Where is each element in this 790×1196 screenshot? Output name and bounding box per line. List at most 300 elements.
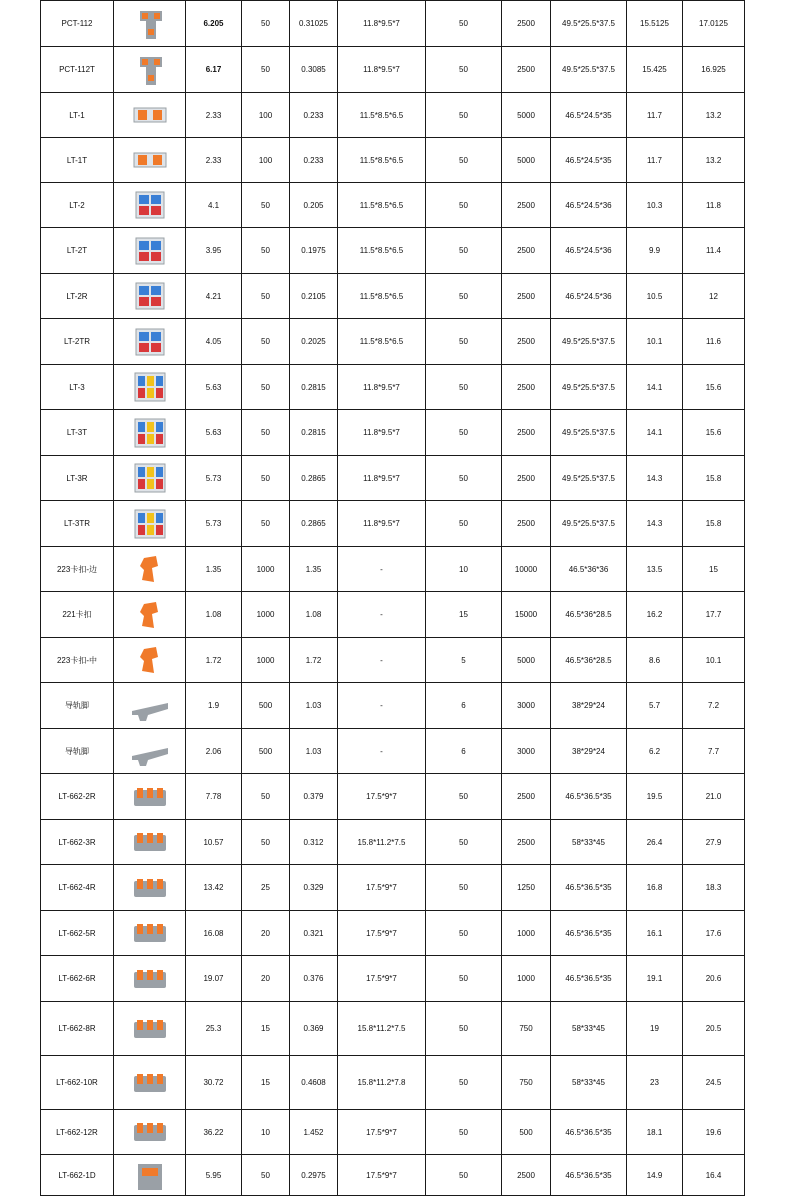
carton-size-cell: 58*33*45 [551,1056,627,1110]
net-weight-cell: 18.1 [627,1110,683,1155]
model-cell [41,47,186,93]
table-row [41,956,745,1002]
carton-qty-cell: 1250 [502,865,551,911]
box-count-cell: 50 [426,410,502,456]
table-row [41,365,745,410]
model-label: LT-2R [66,291,88,301]
model-cell [41,911,186,956]
box-weight-cell: 1.35 [290,547,338,592]
table-row [41,1056,745,1110]
table-row [41,865,745,911]
net-weight-cell: 14.1 [627,365,683,410]
carton-size-cell: 46.5*36*36 [551,547,627,592]
box-size-cell: 11.8*9.5*7 [338,1,426,47]
table-row [41,93,745,138]
box-weight-cell: 0.2105 [290,274,338,319]
model-label: LT-662-10R [56,1078,98,1087]
model-cell [41,1002,186,1056]
single-lever-connector-icon [128,98,172,132]
box-size-cell: 11.5*8.5*6.5 [338,93,426,138]
box-size-cell: 15.8*11.2*7.5 [338,1002,426,1056]
model-cell [41,319,186,365]
table-body [41,1,745,1196]
net-weight-cell: 14.3 [627,456,683,501]
box-weight-cell: 0.376 [290,956,338,1002]
model-label: LT-662-5R [58,928,96,938]
box-weight-cell: 0.31025 [290,1,338,47]
model-label: LT-3T [66,428,88,437]
carton-size-cell: 49.5*25.5*37.5 [551,501,627,547]
unit-weight-cell: 16.08 [186,911,242,956]
gross-weight-cell: 15.6 [683,365,745,410]
box-size-cell: - [338,683,426,729]
pack-qty-cell: 100 [242,138,290,183]
table-row [41,1002,745,1056]
three-wire-connector-icon [128,370,172,404]
model-label: LT-662-3R [58,837,96,847]
carton-size-cell: 49.5*25.5*37.5 [551,1,627,47]
net-weight-cell: 14.1 [627,410,683,456]
net-weight-cell: 23 [627,1056,683,1110]
box-weight-cell: 0.233 [290,93,338,138]
gross-weight-cell: 15 [683,547,745,592]
carton-size-cell: 58*33*45 [551,1002,627,1056]
model-label: LT-662-1D [58,1170,96,1180]
box-count-cell: 6 [426,683,502,729]
box-weight-cell: 0.233 [290,138,338,183]
carton-qty-cell: 2500 [502,410,551,456]
box-size-cell: 17.5*9*7 [338,1155,426,1196]
orange-clip-bracket-icon [128,643,172,677]
model-label: LT-2T [66,246,88,255]
net-weight-cell: 11.7 [627,93,683,138]
gross-weight-cell: 21.0 [683,774,745,820]
lever-block-connector-icon [128,1115,172,1149]
carton-qty-cell: 2500 [502,1,551,47]
box-size-cell: 17.5*9*7 [338,1110,426,1155]
model-cell [41,1155,186,1196]
carton-qty-cell: 1000 [502,956,551,1002]
unit-weight-cell: 10.57 [186,820,242,865]
carton-size-cell: 46.5*36.5*35 [551,1110,627,1155]
table-row [41,683,745,729]
table-row [41,1,745,47]
box-count-cell: 50 [426,365,502,410]
gross-weight-cell: 16.925 [683,47,745,93]
box-weight-cell: 0.321 [290,911,338,956]
box-weight-cell: 0.312 [290,820,338,865]
net-weight-cell: 10.5 [627,274,683,319]
net-weight-cell: 5.7 [627,683,683,729]
pack-qty-cell: 15 [242,1002,290,1056]
model-label: 223卡扣-中 [56,655,97,665]
pack-qty-cell: 10 [242,1110,290,1155]
carton-qty-cell: 2500 [502,228,551,274]
pack-qty-cell: 50 [242,319,290,365]
unit-weight-cell: 2.06 [186,729,242,774]
pack-qty-cell: 50 [242,774,290,820]
model-cell [41,365,186,410]
box-count-cell: 50 [426,1110,502,1155]
table-row [41,774,745,820]
gross-weight-cell: 11.4 [683,228,745,274]
carton-qty-cell: 2500 [502,319,551,365]
box-weight-cell: 0.3085 [290,47,338,93]
box-count-cell: 50 [426,274,502,319]
table-row [41,228,745,274]
unit-weight-cell: 2.33 [186,93,242,138]
carton-qty-cell: 5000 [502,638,551,683]
table-row [41,1110,745,1155]
carton-qty-cell: 750 [502,1056,551,1110]
table-row [41,911,745,956]
pack-qty-cell: 50 [242,183,290,228]
box-count-cell: 50 [426,865,502,911]
box-size-cell: 11.8*9.5*7 [338,410,426,456]
net-weight-cell: 19.1 [627,956,683,1002]
carton-size-cell: 46.5*36*28.5 [551,592,627,638]
model-cell [41,228,186,274]
box-size-cell: 11.5*8.5*6.5 [338,183,426,228]
box-weight-cell: 0.2865 [290,501,338,547]
model-cell [41,274,186,319]
box-weight-cell: 1.08 [290,592,338,638]
net-weight-cell: 10.3 [627,183,683,228]
carton-size-cell: 46.5*24.5*36 [551,274,627,319]
model-cell [41,138,186,183]
carton-size-cell: 46.5*36.5*35 [551,774,627,820]
model-label: LT-3 [69,382,85,392]
carton-qty-cell: 2500 [502,183,551,228]
net-weight-cell: 8.6 [627,638,683,683]
gross-weight-cell: 7.7 [683,729,745,774]
carton-qty-cell: 750 [502,1002,551,1056]
box-count-cell: 50 [426,93,502,138]
box-count-cell: 50 [426,1,502,47]
unit-weight-cell: 2.33 [186,138,242,183]
box-count-cell: 50 [426,501,502,547]
pack-qty-cell: 20 [242,911,290,956]
pack-qty-cell: 50 [242,365,290,410]
pack-qty-cell: 50 [242,1155,290,1196]
carton-qty-cell: 2500 [502,820,551,865]
unit-weight-cell: 5.73 [186,501,242,547]
model-label: LT-2TR [63,337,91,346]
net-weight-cell: 19.5 [627,774,683,820]
pack-qty-cell: 100 [242,93,290,138]
unit-weight-cell: 6.205 [186,1,242,47]
gross-weight-cell: 15.6 [683,410,745,456]
net-weight-cell: 13.5 [627,547,683,592]
pack-qty-cell: 50 [242,501,290,547]
net-weight-cell: 16.1 [627,911,683,956]
din-rail-foot-icon [128,689,172,723]
model-label: PCT-112T [59,65,95,74]
gross-weight-cell: 17.7 [683,592,745,638]
model-label: LT-662-4R [58,883,96,892]
din-rail-connector-icon [128,1158,172,1192]
box-weight-cell: 1.03 [290,729,338,774]
box-size-cell: 11.8*9.5*7 [338,456,426,501]
model-cell [41,410,186,456]
model-cell [41,547,186,592]
orange-clip-bracket-icon [128,598,172,632]
unit-weight-cell: 5.95 [186,1155,242,1196]
pack-qty-cell: 50 [242,228,290,274]
table-row [41,592,745,638]
box-count-cell: 50 [426,228,502,274]
box-size-cell: 15.8*11.2*7.5 [338,820,426,865]
carton-size-cell: 49.5*25.5*37.5 [551,319,627,365]
gross-weight-cell: 17.0125 [683,1,745,47]
box-weight-cell: 1.72 [290,638,338,683]
box-size-cell: 17.5*9*7 [338,865,426,911]
box-count-cell: 6 [426,729,502,774]
unit-weight-cell: 13.42 [186,865,242,911]
box-count-cell: 10 [426,547,502,592]
net-weight-cell: 14.9 [627,1155,683,1196]
orange-clip-bracket-icon [128,552,172,586]
box-weight-cell: 0.1975 [290,228,338,274]
carton-qty-cell: 2500 [502,774,551,820]
two-wire-connector-icon [128,325,172,359]
carton-size-cell: 46.5*24.5*36 [551,183,627,228]
unit-weight-cell: 25.3 [186,1002,242,1056]
carton-qty-cell: 2500 [502,1155,551,1196]
carton-qty-cell: 2500 [502,274,551,319]
table-row [41,274,745,319]
box-weight-cell: 0.2865 [290,456,338,501]
box-count-cell: 50 [426,820,502,865]
carton-size-cell: 38*29*24 [551,729,627,774]
unit-weight-cell: 1.35 [186,547,242,592]
gross-weight-cell: 13.2 [683,93,745,138]
model-cell [41,683,186,729]
gross-weight-cell: 19.6 [683,1110,745,1155]
gross-weight-cell: 15.8 [683,456,745,501]
box-count-cell: 50 [426,138,502,183]
table-row [41,820,745,865]
gross-weight-cell: 15.8 [683,501,745,547]
three-wire-connector-icon [128,507,172,541]
model-label: 223卡扣-边 [56,564,97,574]
table-row [41,47,745,93]
model-cell [41,1110,186,1155]
gross-weight-cell: 20.5 [683,1002,745,1056]
model-label: LT-3R [66,473,88,483]
box-weight-cell: 0.329 [290,865,338,911]
pack-qty-cell: 50 [242,274,290,319]
box-size-cell: - [338,638,426,683]
gross-weight-cell: 11.6 [683,319,745,365]
unit-weight-cell: 1.72 [186,638,242,683]
carton-qty-cell: 2500 [502,501,551,547]
box-count-cell: 50 [426,774,502,820]
box-count-cell: 5 [426,638,502,683]
pack-qty-cell: 500 [242,729,290,774]
two-wire-connector-icon [128,279,172,313]
carton-qty-cell: 1000 [502,911,551,956]
pack-qty-cell: 20 [242,956,290,1002]
carton-qty-cell: 5000 [502,93,551,138]
unit-weight-cell: 30.72 [186,1056,242,1110]
net-weight-cell: 15.425 [627,47,683,93]
unit-weight-cell: 36.22 [186,1110,242,1155]
model-label: 221卡扣 [62,610,92,619]
pack-qty-cell: 50 [242,1,290,47]
pack-qty-cell: 50 [242,456,290,501]
model-cell [41,183,186,228]
carton-qty-cell: 3000 [502,729,551,774]
lever-block-connector-icon [128,825,172,859]
pack-qty-cell: 1000 [242,638,290,683]
table-row [41,547,745,592]
model-cell [41,501,186,547]
box-weight-cell: 1.03 [290,683,338,729]
box-weight-cell: 0.4608 [290,1056,338,1110]
model-label: PCT-112 [61,19,93,28]
pack-qty-cell: 50 [242,410,290,456]
box-size-cell: 11.5*8.5*6.5 [338,228,426,274]
box-weight-cell: 0.2975 [290,1155,338,1196]
model-label: LT-1 [69,110,85,120]
unit-weight-cell: 5.73 [186,456,242,501]
single-lever-connector-icon [128,143,172,177]
net-weight-cell: 16.8 [627,865,683,911]
box-count-cell: 50 [426,183,502,228]
box-weight-cell: 0.2815 [290,365,338,410]
carton-size-cell: 38*29*24 [551,683,627,729]
carton-qty-cell: 3000 [502,683,551,729]
t-splice-connector-icon [128,53,172,87]
table-row [41,183,745,228]
gross-weight-cell: 7.2 [683,683,745,729]
box-count-cell: 50 [426,956,502,1002]
three-wire-connector-icon [128,461,172,495]
gross-weight-cell: 18.3 [683,865,745,911]
model-label: LT-2 [69,200,85,210]
box-weight-cell: 1.452 [290,1110,338,1155]
unit-weight-cell: 5.63 [186,410,242,456]
gross-weight-cell: 10.1 [683,638,745,683]
carton-qty-cell: 500 [502,1110,551,1155]
box-count-cell: 50 [426,911,502,956]
lever-block-connector-icon [128,871,172,905]
table-row [41,410,745,456]
lever-block-connector-icon [128,780,172,814]
unit-weight-cell: 6.17 [186,47,242,93]
din-rail-foot-icon [128,734,172,768]
model-cell [41,1,186,47]
unit-weight-cell: 5.63 [186,365,242,410]
product-spec-table [40,0,745,1196]
net-weight-cell: 16.2 [627,592,683,638]
model-label: LT-662-8R [58,1024,96,1033]
carton-qty-cell: 2500 [502,47,551,93]
carton-qty-cell: 2500 [502,365,551,410]
gross-weight-cell: 16.4 [683,1155,745,1196]
lever-block-connector-icon [128,1066,172,1100]
box-count-cell: 50 [426,1002,502,1056]
t-splice-connector-icon [128,7,172,41]
table-row [41,501,745,547]
carton-qty-cell: 10000 [502,547,551,592]
net-weight-cell: 6.2 [627,729,683,774]
model-cell [41,820,186,865]
net-weight-cell: 15.5125 [627,1,683,47]
pack-qty-cell: 1000 [242,592,290,638]
table-row [41,319,745,365]
carton-size-cell: 46.5*36.5*35 [551,911,627,956]
unit-weight-cell: 1.9 [186,683,242,729]
box-size-cell: - [338,547,426,592]
lever-block-connector-icon [128,962,172,996]
net-weight-cell: 11.7 [627,138,683,183]
carton-size-cell: 46.5*24.5*35 [551,93,627,138]
box-count-cell: 50 [426,1155,502,1196]
box-weight-cell: 0.2025 [290,319,338,365]
box-weight-cell: 0.2815 [290,410,338,456]
pack-qty-cell: 50 [242,820,290,865]
box-size-cell: 11.8*9.5*7 [338,501,426,547]
unit-weight-cell: 19.07 [186,956,242,1002]
two-wire-connector-icon [128,234,172,268]
net-weight-cell: 14.3 [627,501,683,547]
carton-size-cell: 58*33*45 [551,820,627,865]
box-size-cell: - [338,592,426,638]
model-label: LT-662-12R [56,1127,98,1137]
carton-size-cell: 46.5*36.5*35 [551,1155,627,1196]
carton-size-cell: 49.5*25.5*37.5 [551,410,627,456]
carton-size-cell: 46.5*36*28.5 [551,638,627,683]
model-cell [41,1056,186,1110]
model-cell [41,638,186,683]
gross-weight-cell: 24.5 [683,1056,745,1110]
box-weight-cell: 0.205 [290,183,338,228]
model-label: LT-1T [66,155,88,165]
pack-qty-cell: 50 [242,47,290,93]
carton-size-cell: 46.5*24.5*35 [551,138,627,183]
gross-weight-cell: 20.6 [683,956,745,1002]
carton-qty-cell: 15000 [502,592,551,638]
gross-weight-cell: 13.2 [683,138,745,183]
carton-size-cell: 49.5*25.5*37.5 [551,47,627,93]
table-row [41,456,745,501]
gross-weight-cell: 27.9 [683,820,745,865]
model-label: LT-662-6R [58,974,96,983]
lever-block-connector-icon [128,916,172,950]
pack-qty-cell: 1000 [242,547,290,592]
unit-weight-cell: 3.95 [186,228,242,274]
model-label: LT-3TR [63,519,91,528]
box-size-cell: 11.5*8.5*6.5 [338,274,426,319]
box-weight-cell: 0.369 [290,1002,338,1056]
net-weight-cell: 26.4 [627,820,683,865]
box-count-cell: 50 [426,1056,502,1110]
box-size-cell: 17.5*9*7 [338,911,426,956]
three-wire-connector-icon [128,416,172,450]
gross-weight-cell: 12 [683,274,745,319]
box-size-cell: 11.8*9.5*7 [338,365,426,410]
carton-qty-cell: 2500 [502,456,551,501]
model-label: 导轨脚 [65,746,89,756]
unit-weight-cell: 1.08 [186,592,242,638]
net-weight-cell: 19 [627,1002,683,1056]
unit-weight-cell: 4.1 [186,183,242,228]
table-row [41,729,745,774]
model-cell [41,774,186,820]
box-size-cell: 17.5*9*7 [338,774,426,820]
